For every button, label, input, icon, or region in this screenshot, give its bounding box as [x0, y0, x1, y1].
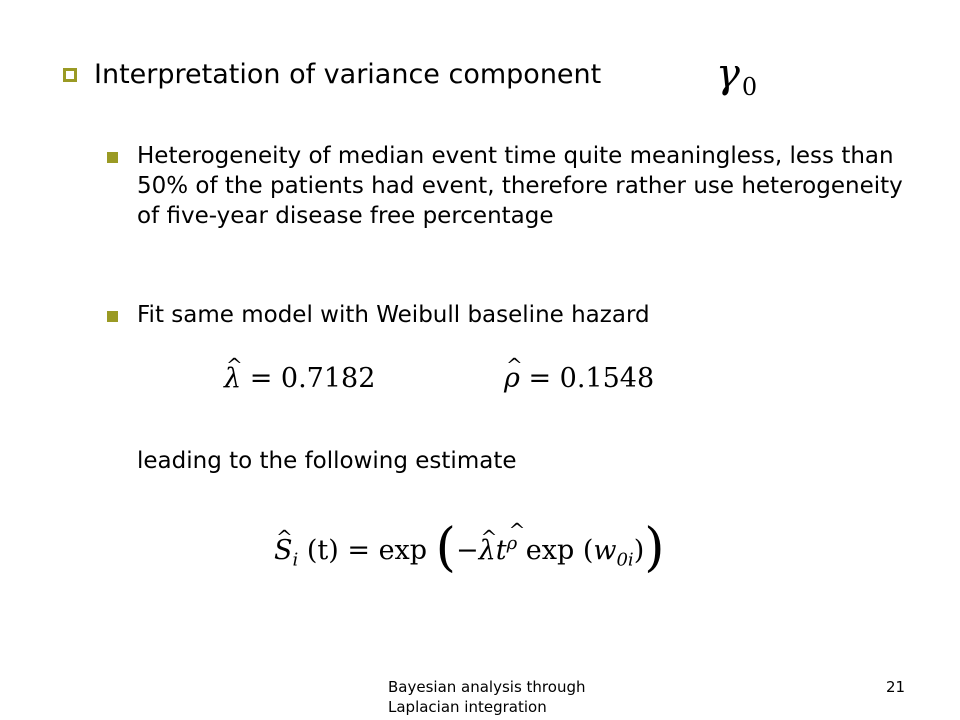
rho-hat-sup: ^ $^\rho$: [507, 527, 518, 561]
gamma-symbol: [716, 50, 757, 111]
lambda-hat: ^ λ: [224, 362, 241, 396]
close-paren-small: ): [633, 535, 645, 566]
square-bullet-icon: [107, 311, 118, 322]
lambda-hat-formula: ^ λ: [479, 534, 496, 568]
s-hat: ^ S: [274, 534, 293, 568]
gamma-letter: γ: [716, 51, 740, 97]
close-paren: ): [644, 518, 665, 578]
survival-estimate-formula: [274, 518, 665, 578]
footer-title: Bayesian analysis through Laplacian integration: [388, 678, 586, 716]
bullet-weibull: Fit same model with Weibull baseline hazard: [137, 302, 650, 328]
gamma-subscript: 0: [741, 73, 758, 101]
lambda-equation: [224, 362, 375, 396]
bullet-heterogeneity: Heterogeneity of median event time quite meaningless, less than 50% of the patients had event, therefore rather use heterogeneity of five-year disease free percentage: [137, 143, 903, 229]
w-subscript: 0i: [616, 549, 634, 571]
rho-equation: [504, 362, 654, 396]
s-subscript: i: [292, 549, 299, 571]
rho-hat: ^ ρ: [504, 362, 520, 396]
t-var: t: [495, 535, 507, 566]
leading-text: leading to the following estimate: [137, 448, 517, 474]
w-var: w: [593, 535, 617, 566]
minus-sign: −: [455, 535, 479, 566]
rho-value: = 0.1548: [528, 363, 655, 394]
square-bullet-icon: [107, 152, 118, 163]
slide-heading: Interpretation of variance component: [94, 59, 602, 90]
open-paren: (: [435, 518, 456, 578]
lambda-value: = 0.7182: [249, 363, 376, 394]
formula-lhs-arg: (t) = exp: [306, 535, 428, 566]
exp-text: exp (: [525, 535, 594, 566]
page-number: 21: [886, 678, 906, 696]
hollow-square-bullet-icon: [62, 67, 78, 83]
